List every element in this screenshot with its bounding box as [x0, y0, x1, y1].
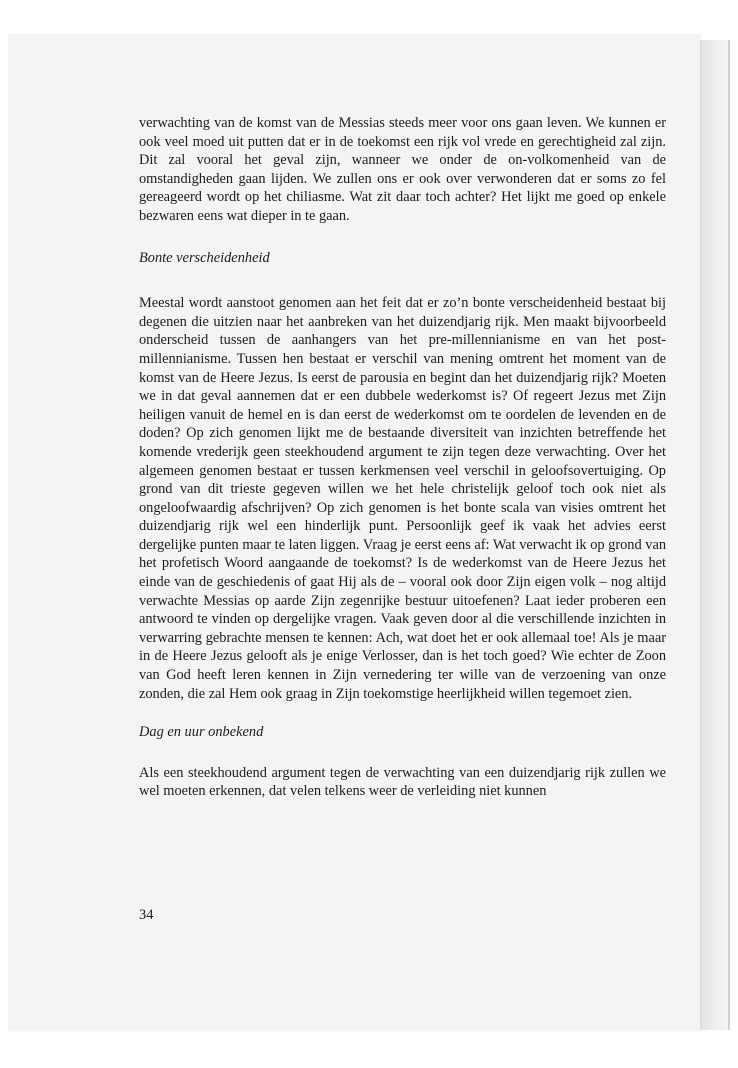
body-paragraph-1: verwachting van de komst van de Messias steeds meer voor ons gaan leven. We kunnen er ook veel moed uit putten dat er in de toekomst een rijk vol vrede en gerechtigheid zal zijn. Dit zal vooral het geval zijn, wanneer we onder de on-volkomenheid van de omstandigheden gaan lijden. We zullen ons er ook over verwonderen dat er soms zo fel gereageerd wordt op het chiliasme. Wat zit daar toch achter? Het lijkt me goed op enkele bezwaren eens wat dieper in te gaan.	[139, 115, 666, 224]
page-edge-shadow	[700, 40, 730, 1030]
body-paragraph-2: Meestal wordt aanstoot genomen aan het feit dat er zo’n bonte verscheidenheid bestaat bij degenen die uitzien naar het aanbreken van het duizendjarig rijk. Men maakt bijvoorbeeld onderscheid tussen de aanhangers van het pre-millennianisme en van het post-millennianisme. Tussen hen bestaat er verschil van mening omtrent het moment van de komst van de Heere Jezus. Is eerst de parousia en begint dan het duizendjarig rijk? Moeten we in dat geval aannemen dat er een dubbele wederkomst is? Of regeert Jezus met Zijn heiligen vanuit de hemel en is dan eerst de wederkomst om te oordelen de levenden en de doden? Op zich genomen lijkt me de bestaande diversiteit van inzichten betreffende het komende vrederijk geen steekhoudend argument te zijn tegen deze verwachting. Over het algemeen genomen bestaat er tussen kerkmensen veel verschil in geloofsovertuiging. Op grond van dit trieste gegeven willen we het hele christelijk geloof toch ook niet als ongeloofwaardig afschrijven? Op zich genomen is het bonte scala van visies omtrent het duizendjarig rijk wel een hinderlijk punt. Persoonlijk geef ik vaak het advies eerst dergelijke punten maar te laten liggen. Vraag je eerst eens af: Wat verwacht ik op grond van het profetisch Woord aangaande de toekomst? Is de wederkomst van de Heere Jezus het einde van de geschiedenis of gaat Hij als de – vooral ook door Zijn eigen volk – nog altijd verwachte Messias op aarde Zijn zegenrijke bestuur uitoefenen? Laat ieder proberen een antwoord te vinden op dergelijke vragen. Vaak geven door al die verschillende inzichten in verwarring gebrachte mensen te kennen: Ach, wat doet het er ook allemaal toe! Als je maar in de Heere Jezus gelooft als je enige Verlosser, dan is het toch goed? Wie echter de Zoon van God heeft leren kennen in Zijn vernedering ter wille van de verzoening van onze zonden, die zal Hem ook graag in Zijn toekomstige heerlijkheid willen tegemoet zien.	[139, 295, 666, 702]
section-heading-bonte-verscheidenheid: Bonte verscheidenheid	[139, 249, 270, 266]
section-heading-dag-en-uur-onbekend: Dag en uur onbekend	[139, 724, 264, 741]
page-number: 34	[139, 907, 154, 923]
page-edge-line	[728, 40, 730, 1030]
body-paragraph-3: Als een steekhoudend argument tegen de verwachting van een duizendjarig rijk zullen we wel moeten erkennen, dat velen telkens weer de verleiding niet kunnen	[139, 764, 666, 800]
page-body	[139, 114, 666, 801]
